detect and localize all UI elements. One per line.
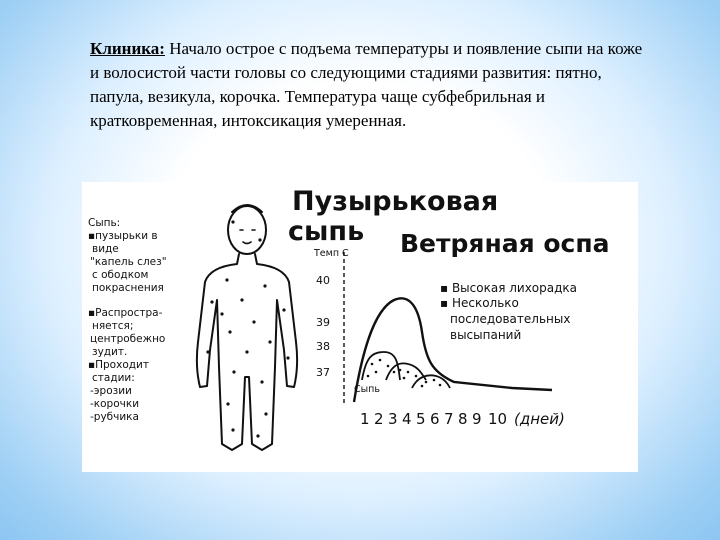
note-line: покраснения — [92, 282, 164, 294]
temperature-axis — [313, 248, 349, 404]
temp-tick-38: 38 — [316, 340, 330, 353]
day-tick: 1 — [360, 410, 370, 428]
note-line: Сыпь: — [88, 217, 121, 229]
rash-notes — [88, 217, 167, 423]
disease-title: Ветряная оспа — [400, 229, 610, 258]
face-features — [240, 230, 255, 244]
day-tick: 2 — [374, 410, 384, 428]
head-outline — [228, 206, 266, 254]
note-line: -рубчика — [90, 411, 139, 423]
clinic-paragraph — [90, 37, 650, 133]
legend-line: высыпаний — [450, 328, 522, 342]
figure-title-line2: сыпь — [288, 216, 365, 247]
fever-legend — [440, 281, 577, 342]
chickenpox-figure — [82, 182, 638, 472]
day-tick: 4 — [402, 410, 412, 428]
chickenpox-illustration — [82, 182, 638, 472]
note-line: ▪пузырьки в — [88, 230, 158, 242]
day-axis — [360, 410, 565, 428]
temp-tick-40: 40 — [316, 274, 330, 287]
figure-title-line1: Пузырьковая — [292, 186, 499, 217]
note-line: стадии: — [92, 372, 135, 384]
clinic-description: Начало острое с подъема температуры и появление сыпи на коже и волосистой части головы со следующими стадиями развития: пятно, папула, везикула, корочка. Температура чаще субфебрильная и кратковременная, интоксикация умеренная. — [90, 39, 643, 130]
legend-line: последовательных — [450, 312, 571, 326]
day-tick: 9 — [472, 410, 482, 428]
temp-tick-39: 39 — [316, 316, 330, 329]
day-tick: 3 — [388, 410, 398, 428]
note-line: няется; — [92, 320, 134, 332]
day-tick: 8 — [458, 410, 468, 428]
legend-line: ▪ Высокая лихорадка — [440, 281, 578, 295]
day-tick: 7 — [444, 410, 454, 428]
note-line: виде — [92, 243, 119, 255]
note-line: зудит. — [92, 346, 128, 358]
day-tick: 10 — [488, 410, 508, 428]
note-line: ▪Распростра- — [88, 307, 163, 319]
day-unit: (дней) — [514, 410, 565, 428]
day-tick: 5 — [416, 410, 426, 428]
clinic-heading: Клиника: — [90, 39, 165, 58]
note-line: центробежно — [90, 333, 166, 345]
note-line: ▪Проходит — [88, 359, 149, 371]
day-tick: 6 — [430, 410, 440, 428]
temp-tick-37: 37 — [316, 366, 330, 379]
note-line: "капель слез" — [90, 256, 167, 268]
child-body-drawing — [197, 205, 297, 450]
temperature-axis-label: Темп С — [314, 248, 349, 259]
legend-line: ▪ Несколько — [440, 296, 519, 310]
note-line: -корочки — [90, 398, 140, 410]
rash-label: Сыпь — [354, 384, 380, 395]
note-line: с ободком — [92, 269, 149, 281]
note-line: -эрозии — [90, 385, 132, 397]
